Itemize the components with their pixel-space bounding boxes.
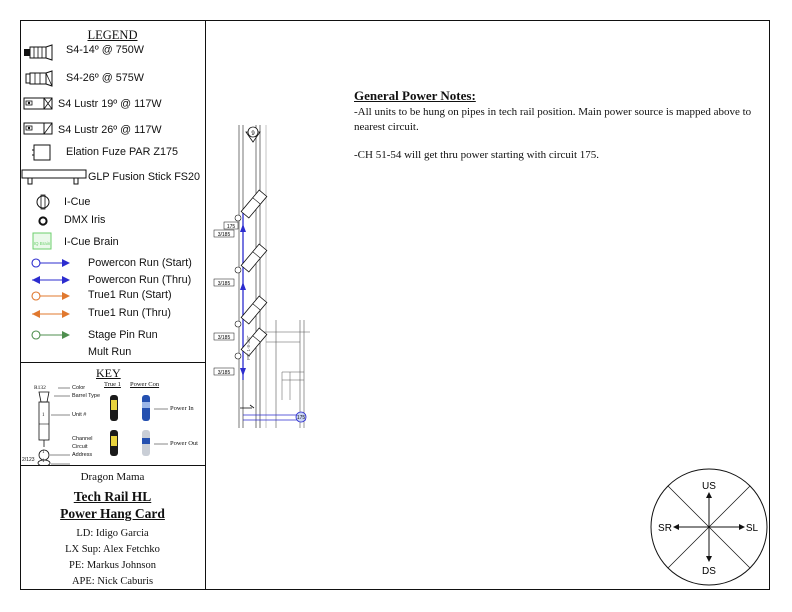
legend-item-lustr-26 [20, 118, 205, 138]
key-color-code: R132 [34, 385, 46, 391]
legend-item-i-cue [20, 192, 205, 212]
key-address: 2/123 [22, 457, 35, 463]
legend-item-fuze-par [20, 142, 205, 162]
sl-arrow-icon [739, 524, 745, 530]
key-label-address: Address [72, 452, 93, 458]
legend-label: S4-26º @ 575W [66, 72, 144, 84]
power-notes [354, 88, 754, 163]
legend-panel [20, 20, 205, 363]
plot-circuit-end: 175 [296, 415, 306, 421]
legend-label: Powercon Run (Start) [88, 257, 192, 269]
key-power-in: Power In [170, 405, 194, 412]
sr-arrow-icon [673, 524, 679, 530]
tech-rail-plot [206, 110, 316, 430]
key-panel [20, 362, 205, 466]
power-note-1: -All units to be hung on pipes in tech rail position. Main power source is mapped above to nearest circuit. [354, 106, 752, 133]
legend-item-fusion-stick [20, 167, 205, 187]
credit-lx-sup: LX Sup: Alex Fetchko [65, 544, 160, 555]
i-cue-icon [20, 192, 64, 212]
power-note-2: -CH 51-54 will get thru power starting with circuit 175. [354, 149, 600, 161]
legend-title: LEGEND [87, 28, 138, 42]
card-title-line2: Power Hang Card [60, 506, 165, 521]
card-title-line1: Tech Rail HL [73, 489, 152, 504]
plot-address-1: 3/185 [217, 232, 231, 238]
key-col-powercon: Power Con [130, 381, 160, 388]
key-channel-num: 1 [42, 450, 45, 455]
power-notes-title: General Power Notes: [354, 88, 476, 103]
s4-26-fixture-icon [20, 68, 64, 88]
fusion-stick-icon [20, 167, 90, 189]
legend-label: DMX Iris [64, 214, 106, 226]
compass-sl: SL [745, 523, 759, 534]
key-power-out: Power Out [170, 440, 198, 447]
show-name: Dragon Mama [80, 471, 145, 483]
legend-item-s4-14 [20, 42, 205, 62]
credit-pe: PE: Markus Johnson [69, 560, 156, 571]
key-fixture-diagram [20, 362, 205, 465]
key-circuit-num: 1 [42, 459, 45, 464]
key-label-color: Color [72, 385, 86, 391]
plot-top-unit: 9 [251, 131, 255, 137]
legend-label: I-Cue Brain [64, 236, 119, 248]
stage-compass [648, 468, 770, 590]
plot-pipe-label: PP: 1-8-3/8" [246, 335, 251, 360]
i-cue-brain-icon [20, 231, 64, 253]
key-label-circuit: Circuit [72, 444, 88, 450]
sidebar [20, 20, 206, 590]
true1-thru-icon [20, 304, 90, 324]
plot-address-2: 3/185 [217, 281, 231, 287]
compass-ds: DS [702, 566, 716, 577]
legend-item-true1-thru [20, 304, 205, 324]
key-title: KEY [96, 366, 121, 380]
legend-label: True1 Run (Start) [88, 289, 172, 301]
title-block [20, 466, 205, 590]
i-cue-brain-symbol-text: IQ Brain [33, 241, 51, 246]
key-label-barrel: Barrel Type [72, 393, 101, 399]
legend-item-s4-26 [20, 68, 205, 88]
plot-address-3: 3/185 [217, 335, 231, 341]
legend-item-lustr-19 [20, 93, 205, 113]
key-unit-num: 1 [42, 413, 45, 418]
fuze-par-icon [20, 142, 64, 164]
ds-arrow-icon [706, 556, 712, 562]
legend-label: S4 Lustr 19º @ 117W [58, 98, 162, 110]
legend-label: S4 Lustr 26º @ 117W [58, 124, 162, 136]
legend-item-dmx-iris [20, 211, 205, 231]
legend-item-true1-start [20, 286, 205, 306]
plot-circuit: 175 [226, 224, 236, 230]
credit-ape: APE: Nick Caburis [71, 576, 154, 587]
compass-us: US [702, 481, 716, 492]
legend-label: GLP Fusion Stick FS20 [88, 171, 201, 183]
legend-label: S4-14º @ 750W [66, 44, 144, 56]
legend-label: Mult Run [88, 346, 132, 358]
legend-item-i-cue-brain [20, 231, 205, 251]
compass-sr: SR [658, 523, 672, 534]
s4-14-fixture-icon [20, 42, 64, 62]
legend-item-mult-run [20, 342, 205, 362]
us-arrow-icon [706, 492, 712, 498]
credit-ld: LD: Idigo Garcia [76, 528, 149, 539]
dmx-iris-icon [20, 211, 64, 231]
legend-label: Elation Fuze PAR Z175 [66, 146, 179, 158]
legend-label: Powercon Run (Thru) [88, 274, 192, 286]
key-col-true1: True 1 [104, 381, 121, 388]
true1-start-icon [20, 286, 90, 306]
legend-label: I-Cue [64, 196, 91, 208]
key-label-channel: Channel [72, 436, 93, 442]
key-label-unit: Unit # [72, 412, 87, 418]
legend-label: Stage Pin Run [88, 329, 158, 341]
plot-address-4: 3/185 [217, 370, 231, 376]
legend-label: True1 Run (Thru) [88, 307, 172, 319]
